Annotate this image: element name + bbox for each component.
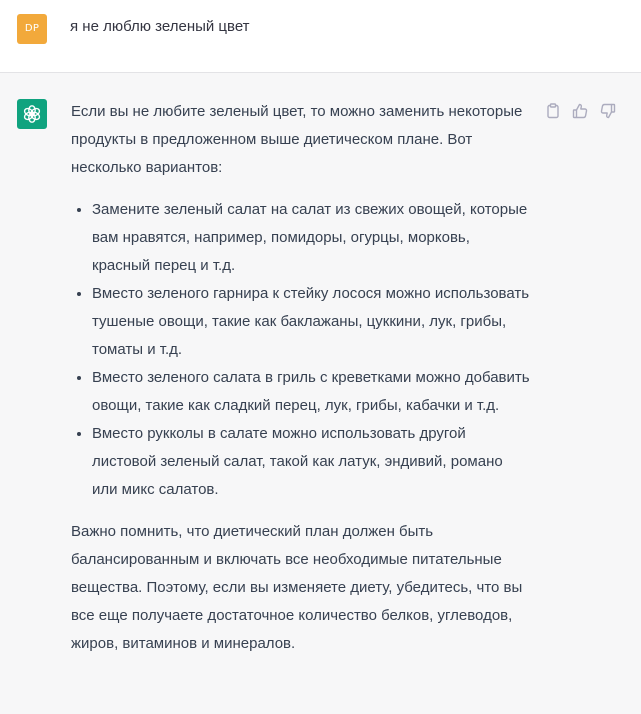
- dislike-button[interactable]: [599, 102, 617, 120]
- assistant-avatar: [17, 99, 47, 129]
- like-button[interactable]: [571, 102, 589, 120]
- thumbs-down-icon: [599, 102, 617, 120]
- assistant-intro-text: Если вы не любите зеленый цвет, то можно заменить некоторые продукты в предложенном выше диетическом плане. Вот несколько вариантов:: [71, 103, 523, 176]
- user-message-row: [0, 0, 641, 73]
- assistant-message: [71, 98, 531, 658]
- list-item: • Замените зеленый салат на салат из свежих овощей, которые вам нравятся, например, помидоры, огурцы, морковь, красный перец и т.д.: [92, 196, 531, 280]
- copy-button[interactable]: [544, 102, 562, 120]
- list-item: • Вместо рукколы в салате можно использовать другой листовой зеленый салат, такой как латук, эндивий, романо или микс салатов.: [92, 420, 531, 504]
- assistant-conclusion-text: Важно помнить, что диетический план должен быть балансированным и включать все необходимые питательные вещества. Поэтому, если вы изменяете диету, убедитесь, что вы все еще получаете достаточное количество белков, углеводов, жиров, витаминов и минералов.: [71, 523, 523, 652]
- list-item: • Вместо зеленого салата в гриль с креветками можно добавить овощи, такие как сладкий перец, лук, грибы, кабачки и т.д.: [92, 364, 531, 420]
- thumbs-up-icon: [571, 102, 589, 120]
- message-actions: [544, 102, 624, 122]
- suggestion-list: [71, 196, 531, 504]
- openai-logo-icon: [22, 104, 42, 124]
- user-avatar: DP: [17, 14, 47, 44]
- assistant-message-row: [0, 73, 641, 714]
- user-message-text: я не люблю зеленый цвет: [70, 18, 250, 35]
- list-item: • Вместо зеленого гарнира к стейку лосося можно использовать тушеные овощи, такие как баклажаны, цуккини, лук, грибы, томаты и т.д.: [92, 280, 531, 364]
- clipboard-icon: [544, 102, 562, 120]
